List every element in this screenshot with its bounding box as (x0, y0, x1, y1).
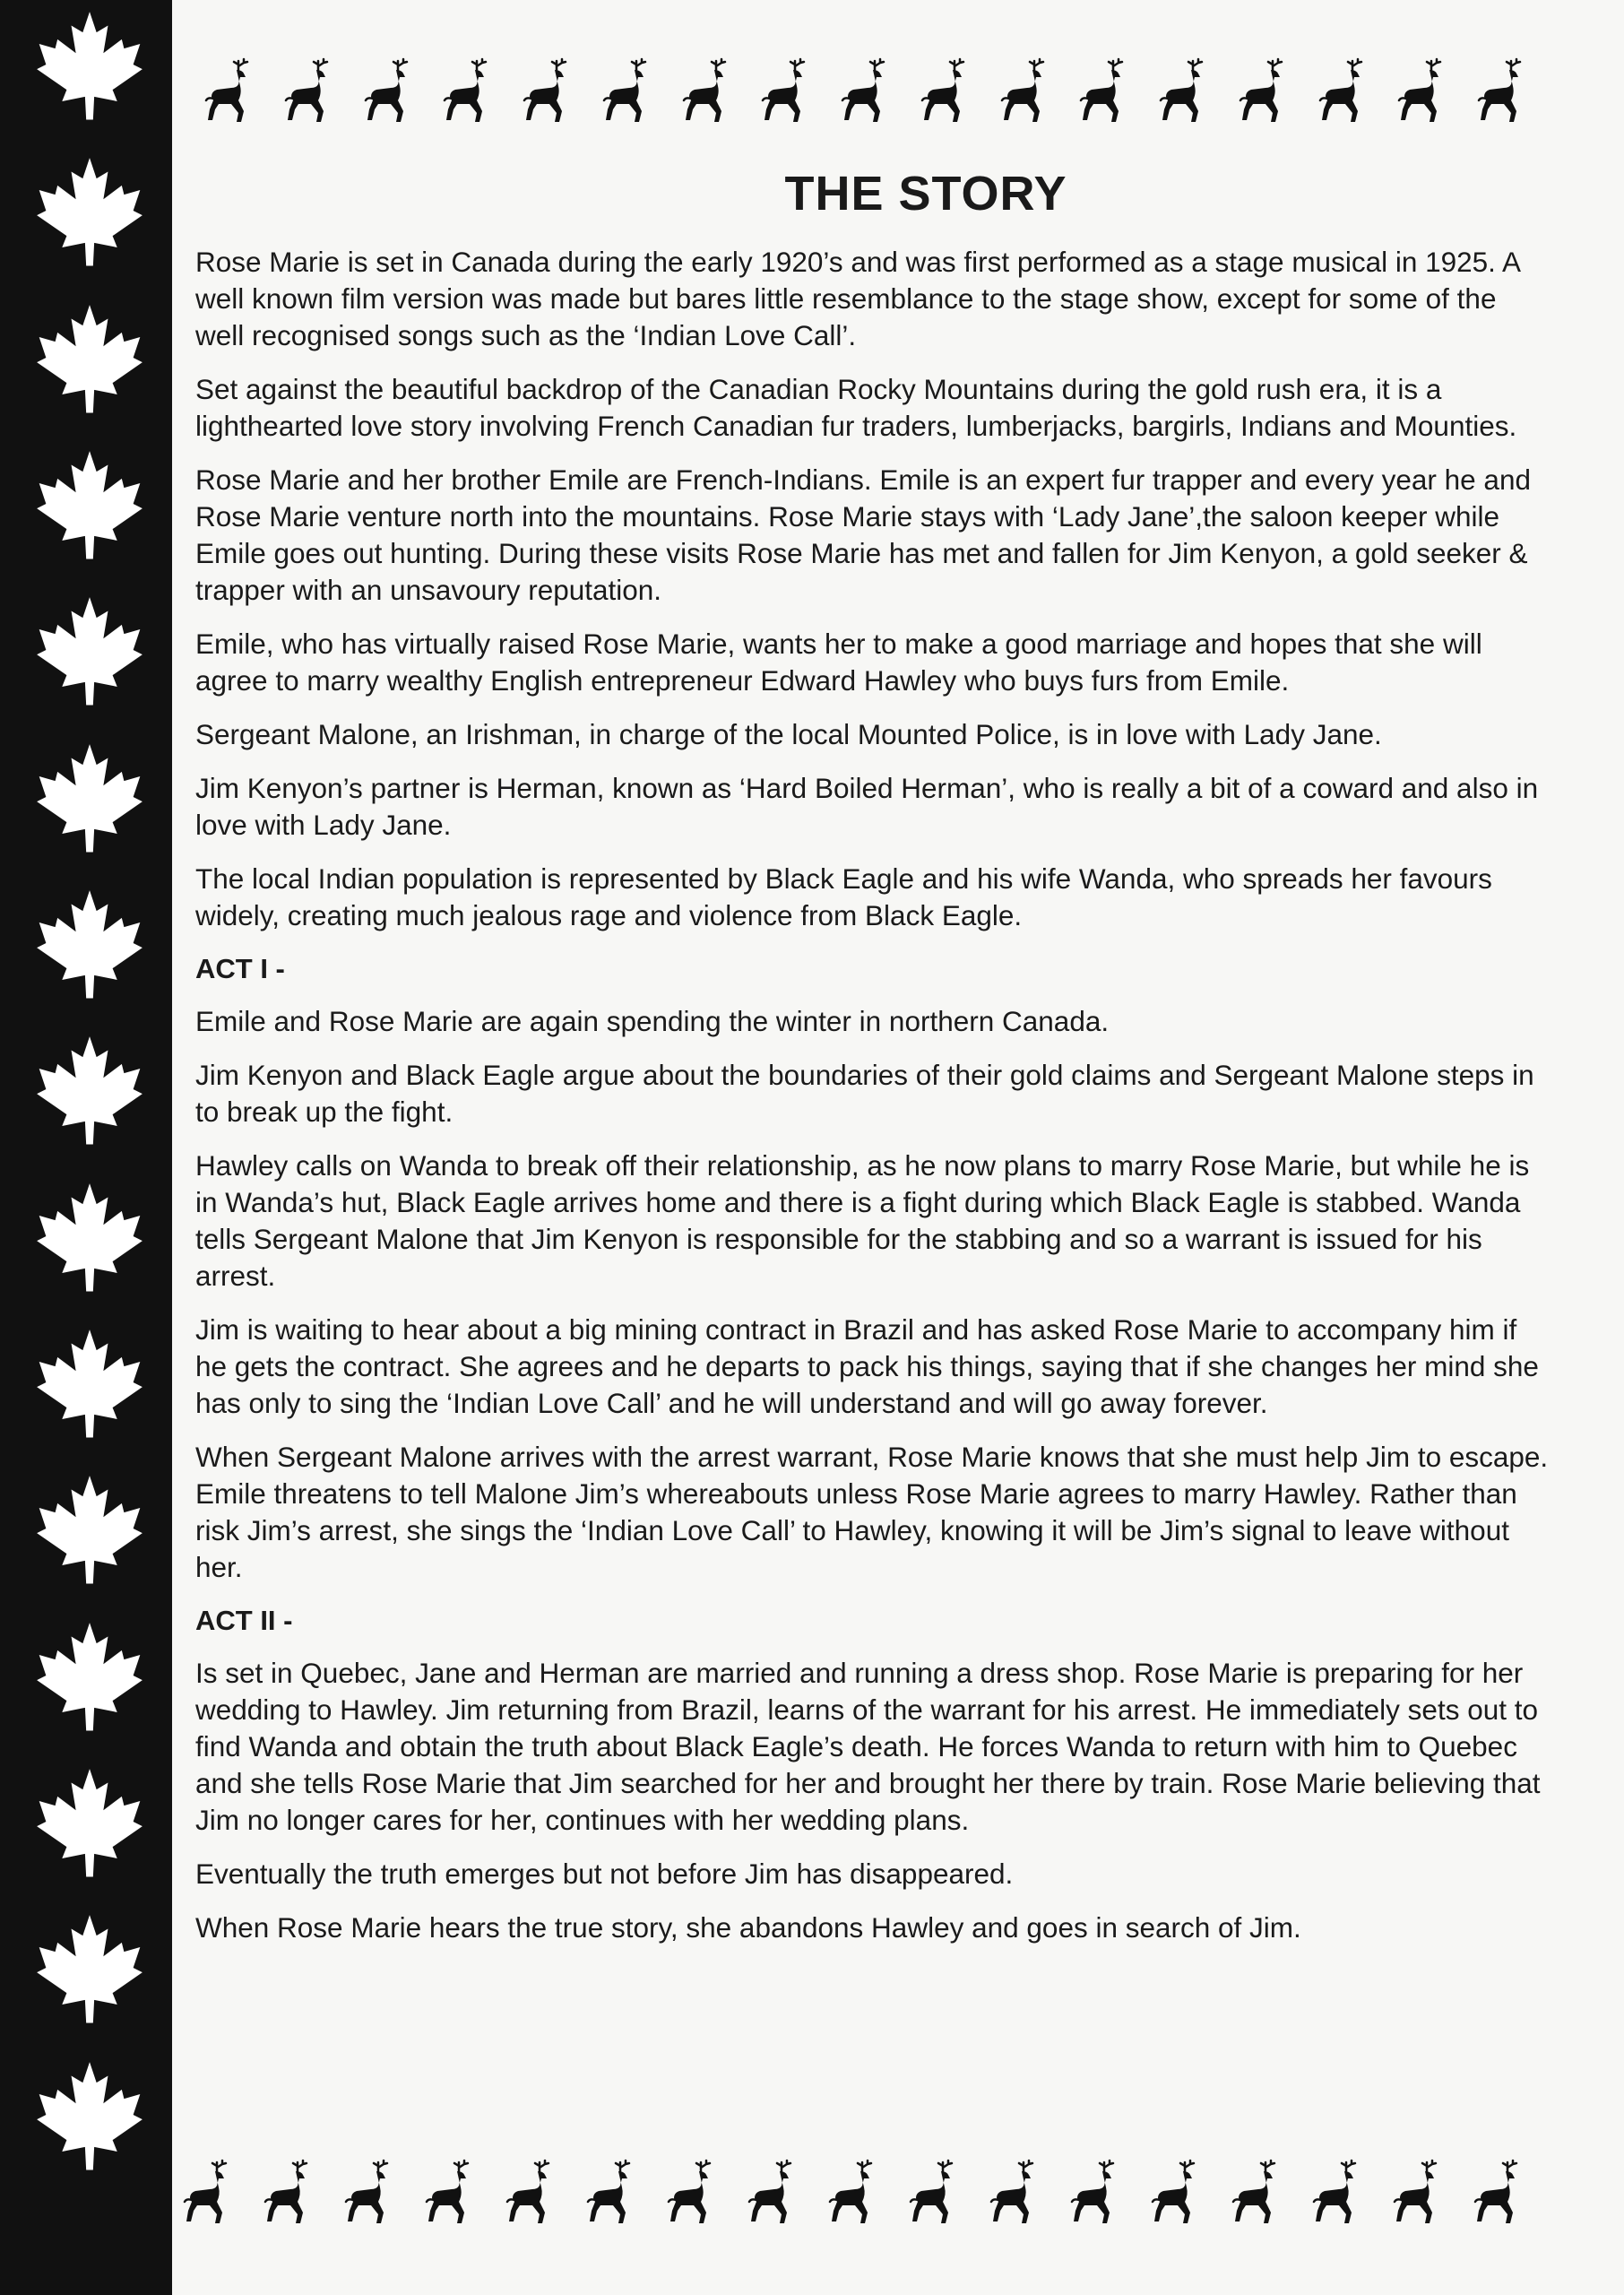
intro-paragraph: Set against the beautiful backdrop of the Canadian Rocky Mountains during the gold rush era, it is a lighthearted love story involving French Canadian fur traders, lumberjacks, bargirls, Indians and Mounties. (195, 373, 1517, 442)
reindeer-border-bottom (183, 2159, 1527, 2227)
reindeer-icon (761, 57, 815, 126)
act-one-paragraph: When Sergeant Malone arrives with the arrest warrant, Rose Marie knows that she must help Jim to escape. Emile threatens to tell Malone Jim’s whereabouts unless Rose Marie agrees to marry Hawley. Rather than risk Jim’s arrest, she sings the ‘Indian Love Call’ to Hawley, knowing it will be Jim’s signal to leave without her. (195, 1441, 1549, 1583)
maple-leaf-icon (32, 593, 147, 707)
intro-paragraph: Rose Marie and her brother Emile are French-Indians. Emile is an expert fur trapper and every year he and Rose Marie venture north into the mountains. Rose Marie stays with ‘Lady Jane’,the saloon keeper while Emile goes out hunting. During these visits Rose Marie has met and fallen for Jim Kenyon, a gold seeker & trapper with an unsavoury reputation. (195, 463, 1531, 606)
intro-paragraph: Rose Marie is set in Canada during the early 1920’s and was first performed as a stage musical in 1925. A well known film version was made but bares little resemblance to the stage show, except for some of the well recognised songs such as the ‘Indian Love Call’. (195, 246, 1520, 351)
intro-paragraph: Emile, who has virtually raised Rose Marie, wants her to make a good marriage and hopes that she will agree to marry wealthy English entrepreneur Edward Hawley who buys furs from Emile. (195, 628, 1482, 697)
intro-paragraph: The local Indian population is represented by Black Eagle and his wife Wanda, who spreads her favours widely, creating much jealous rage and violence from Black Eagle. (195, 862, 1492, 931)
reindeer-icon (1312, 2159, 1366, 2227)
reindeer-icon (667, 2159, 721, 2227)
reindeer-icon (1473, 2159, 1527, 2227)
maple-leaf-icon (32, 886, 147, 1000)
reindeer-icon (443, 57, 497, 126)
maple-leaf-icon (32, 2057, 147, 2172)
act-one-paragraph: Emile and Rose Marie are again spending the winter in northern Canada. (195, 1005, 1110, 1037)
maple-leaf-icon (32, 1032, 147, 1147)
reindeer-icon (1477, 57, 1531, 126)
reindeer-icon (1393, 2159, 1447, 2227)
maple-leaf-icon (32, 1179, 147, 1294)
act-two-heading: ACT II - (195, 1605, 293, 1636)
reindeer-icon (989, 2159, 1043, 2227)
reindeer-icon (1000, 57, 1054, 126)
reindeer-icon (1318, 57, 1372, 126)
maple-leaf-icon (32, 300, 147, 415)
act-two-paragraph: Is set in Quebec, Jane and Herman are married and running a dress shop. Rose Marie is preparing for her wedding to Hawley. Jim returning from Brazil, learns of the warrant for his arrest. He immediately sets out to find Wanda and obtain the truth about Black Eagle’s death. He forces Wanda to return with him to Quebec and she tells Rose Marie that Jim searched for her and brought her there by train. Rose Marie believing that Jim no longer cares for her, continues with her wedding plans. (195, 1657, 1541, 1836)
act-one-paragraph: Hawley calls on Wanda to break off their relationship, as he now plans to marry Rose Marie, but while he is in Wanda’s hut, Black Eagle arrives home and there is a fight during which Black Eagle is stabbed. Wanda tells Sergeant Malone that Jim Kenyon is responsible for the stabbing and so a warrant is issued for his arrest. (195, 1149, 1530, 1292)
reindeer-icon (1070, 2159, 1124, 2227)
act-two-paragraph: Eventually the truth emerges but not before Jim has disappeared. (195, 1858, 1014, 1890)
reindeer-icon (1079, 57, 1133, 126)
reindeer-icon (505, 2159, 559, 2227)
reindeer-icon (586, 2159, 640, 2227)
maple-leaf-icon (32, 1471, 147, 1586)
reindeer-icon (602, 57, 656, 126)
page-title: THE STORY (784, 167, 1067, 221)
reindeer-icon (1159, 57, 1213, 126)
intro-paragraph: Sergeant Malone, an Irishman, in charge of the local Mounted Police, is in love with Lady Jane. (195, 718, 1382, 750)
reindeer-icon (1239, 57, 1292, 126)
act-one-paragraph: Jim Kenyon and Black Eagle argue about the boundaries of their gold claims and Sergeant Malone steps in to break up the fight. (195, 1059, 1534, 1128)
reindeer-icon (523, 57, 576, 126)
reindeer-icon (1397, 57, 1451, 126)
reindeer-icon (682, 57, 736, 126)
act-one-heading: ACT I - (195, 953, 285, 984)
maple-leaf-icon (32, 1618, 147, 1733)
maple-leaf-icon (32, 153, 147, 268)
reindeer-border-top (204, 57, 1531, 126)
reindeer-icon (183, 2159, 237, 2227)
reindeer-icon (909, 2159, 963, 2227)
intro-paragraph: Jim Kenyon’s partner is Herman, known as ‘Hard Boiled Herman’, who is really a bit of a coward and also in love with Lady Jane. (195, 772, 1539, 841)
reindeer-icon (828, 2159, 882, 2227)
act-two-paragraph: When Rose Marie hears the true story, she abandons Hawley and goes in search of Jim. (195, 1911, 1301, 1944)
maple-leaf-icon (32, 446, 147, 561)
reindeer-icon (1151, 2159, 1205, 2227)
maple-leaf-icon (32, 1764, 147, 1879)
reindeer-icon (425, 2159, 479, 2227)
reindeer-icon (747, 2159, 801, 2227)
reindeer-icon (263, 2159, 317, 2227)
reindeer-icon (284, 57, 338, 126)
maple-leaf-sidebar (0, 0, 172, 2295)
maple-leaf-icon (32, 1325, 147, 1440)
story-content (195, 161, 1549, 2134)
reindeer-icon (364, 57, 418, 126)
maple-leaf-column (0, 0, 172, 2295)
reindeer-icon (344, 2159, 398, 2227)
maple-leaf-icon (32, 740, 147, 854)
reindeer-icon (1231, 2159, 1285, 2227)
reindeer-icon (920, 57, 974, 126)
maple-leaf-icon (32, 1910, 147, 2025)
act-one-paragraph: Jim is waiting to hear about a big mining contract in Brazil and has asked Rose Marie to accompany him if he gets the contract. She agrees and he departs to pack his things, saying that if she changes her mind she has only to sing the ‘Indian Love Call’ and he will understand and will go away forever. (195, 1313, 1539, 1419)
maple-leaf-icon (32, 7, 147, 122)
reindeer-icon (841, 57, 894, 126)
reindeer-icon (204, 57, 258, 126)
